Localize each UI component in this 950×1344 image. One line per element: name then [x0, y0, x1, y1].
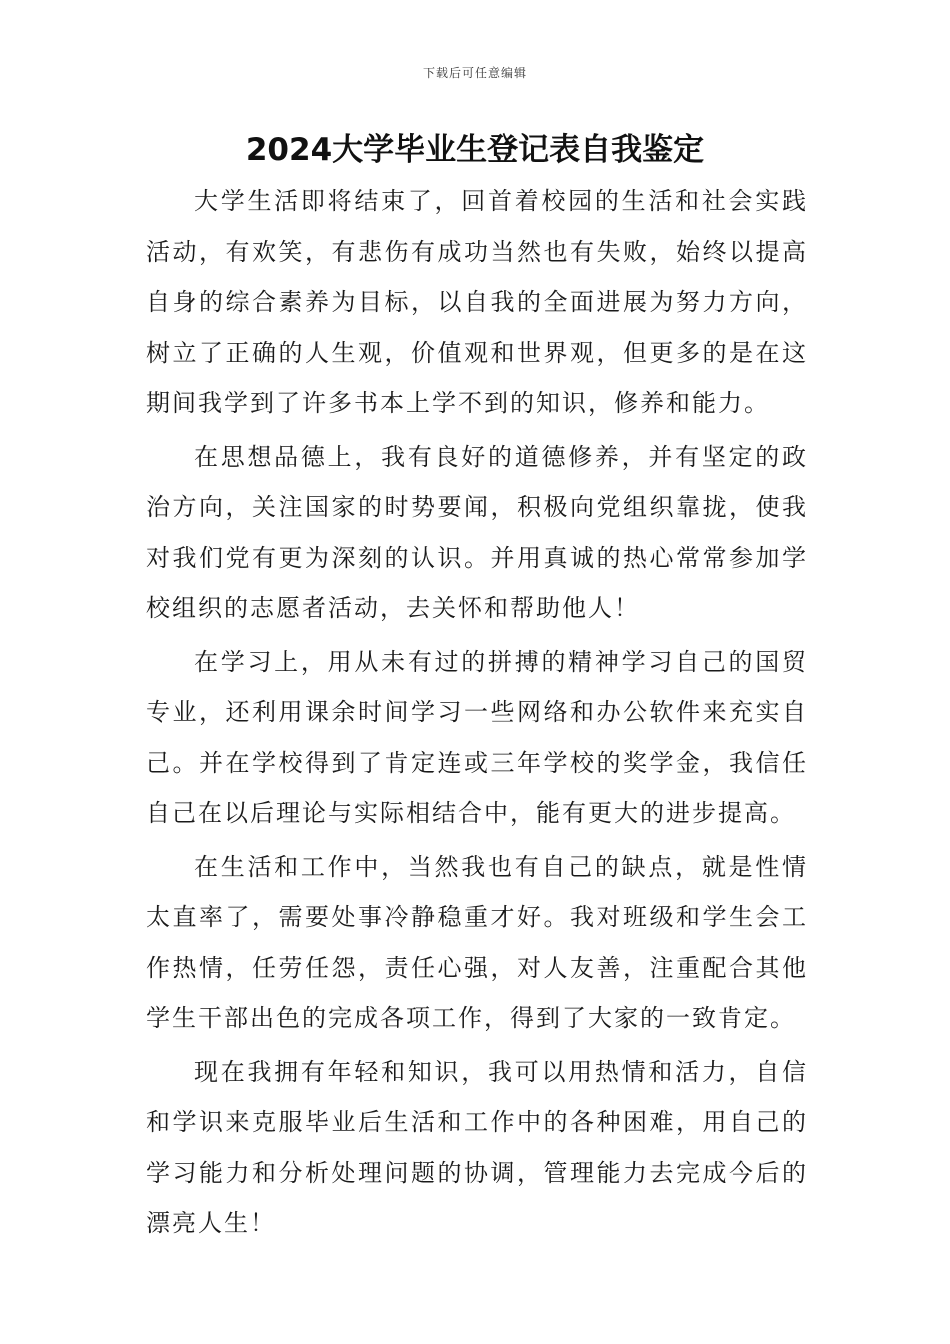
- paragraph-1: 大学生活即将结束了，回首着校园的生活和社会实践活动，有欢笑，有悲伤有成功当然也有失败，始终以提高自身的综合素养为目标，以自我的全面进展为努力方向，树立了正确的人生观，价值观和世界观，但更多的是在这期间我学到了许多书本上学不到的知识，修养和能力。: [146, 187, 808, 417]
- paragraph-5: 现在我拥有年轻和知识，我可以用热情和活力，自信和学识来克服毕业后生活和工作中的各种困难，用自己的学习能力和分析处理问题的协调，管理能力去完成今后的漂亮人生！: [146, 1057, 808, 1237]
- document-title: 2024大学毕业生登记表自我鉴定: [245, 132, 705, 168]
- document-body: [146, 176, 808, 1252]
- header-note: 下载后可任意编辑: [422, 66, 527, 80]
- paragraph-4: 在生活和工作中，当然我也有自己的缺点，就是性情太直率了，需要处事冷静稳重才好。我对班级和学生会工作热情，任劳任怨，责任心强，对人友善，注重配合其他学生干部出色的完成各项工作，得到了大家的一致肯定。: [146, 852, 808, 1032]
- paragraph-3: 在学习上，用从未有过的拼搏的精神学习自己的国贸专业，还利用课余时间学习一些网络和办公软件来充实自己。并在学校得到了肯定连或三年学校的奖学金，我信任自己在以后理论与实际相结合中，能有更大的进步提高。: [146, 647, 808, 827]
- paragraph-2: 在思想品德上，我有良好的道德修养，并有坚定的政治方向，关注国家的时势要闻，积极向党组织靠拢，使我对我们党有更为深刻的认识。并用真诚的热心常常参加学校组织的志愿者活动，去关怀和帮助他人！: [146, 442, 808, 622]
